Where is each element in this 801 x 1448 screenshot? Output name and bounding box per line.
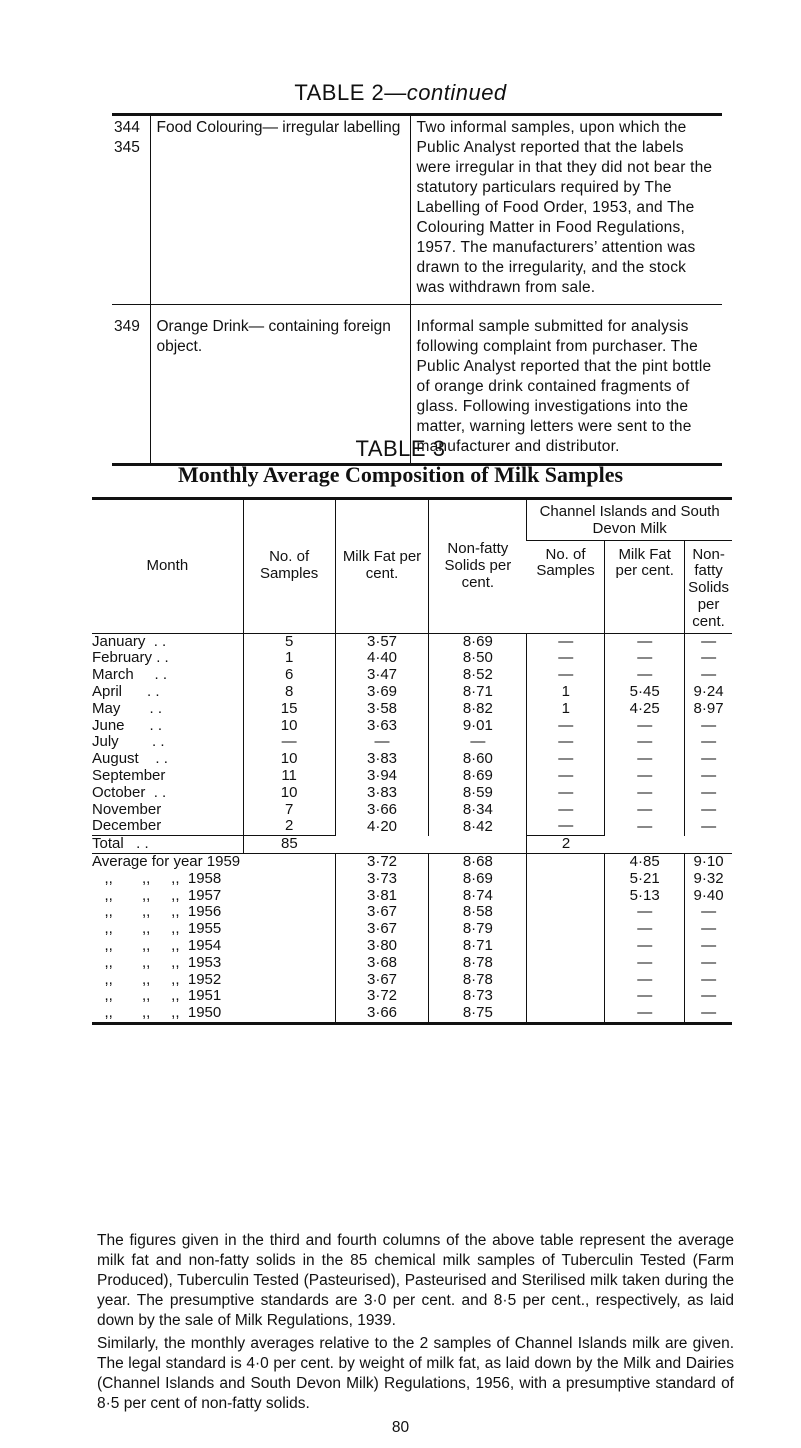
cell-milk-fat: —	[335, 734, 429, 751]
cell-average-label: ,, ,, ,, 1950	[92, 1005, 243, 1023]
cell-ci-milk-fat: —	[605, 938, 685, 955]
cell-milk-fat: 3·72	[335, 988, 429, 1005]
cell-average-label: ,, ,, ,, 1952	[92, 970, 222, 988]
cell-ci-non-fatty: —	[685, 1005, 732, 1023]
cell-non-fatty: 8·78	[429, 955, 527, 972]
cell-ci-milk-fat: —	[605, 734, 685, 751]
table-row	[92, 955, 732, 972]
table-row	[92, 785, 732, 802]
table-row	[92, 871, 732, 888]
cell-ci-non-fatty: 9·40	[685, 888, 732, 905]
cell-ci-milk-fat: —	[605, 751, 685, 768]
cell-non-fatty: 8·69	[429, 871, 527, 888]
cell-milk-fat: 3·68	[335, 955, 429, 972]
cell-empty	[527, 938, 605, 955]
table-row	[92, 988, 732, 1005]
cell-milk-fat: 3·67	[335, 972, 429, 989]
cell-samples: —	[243, 734, 335, 751]
cell-non-fatty: 8·58	[429, 904, 527, 921]
table2-title-main: TABLE 2—	[294, 80, 407, 105]
cell-month: December	[92, 817, 162, 835]
cell-ci-non-fatty: —	[685, 633, 732, 650]
table2-product: Orange Drink— containing foreign object.	[150, 305, 410, 465]
cell-ci-milk-fat: —	[605, 972, 685, 989]
cell-milk-fat: 4·20	[335, 818, 429, 835]
cell-ci-non-fatty: —	[685, 955, 732, 972]
cell-ci-non-fatty: —	[685, 650, 732, 667]
cell-ci-non-fatty: —	[685, 972, 732, 989]
cell-ci-milk-fat: —	[605, 650, 685, 667]
table-row	[92, 853, 732, 870]
cell-samples: 15	[243, 701, 335, 718]
cell-non-fatty: 8·74	[429, 888, 527, 905]
cell-month: May . .	[92, 699, 163, 717]
cell-non-fatty: 8·82	[429, 701, 527, 718]
cell-non-fatty: 8·52	[429, 667, 527, 684]
cell-non-fatty: —	[429, 734, 527, 751]
table-row	[92, 751, 732, 768]
cell-ci-non-fatty: —	[685, 921, 732, 938]
cell-empty	[527, 1005, 605, 1023]
cell-samples: 2	[243, 818, 335, 835]
sample-number: 349	[114, 318, 140, 335]
cell-samples: 10	[243, 751, 335, 768]
cell-ci-milk-fat: 5·45	[605, 684, 685, 701]
table-row	[92, 734, 732, 751]
cell-milk-fat: 3·81	[335, 888, 429, 905]
cell-non-fatty: 8·42	[429, 818, 527, 835]
cell-ci-samples: —	[527, 751, 605, 768]
cell-milk-fat: 3·67	[335, 904, 429, 921]
cell-samples: 7	[243, 802, 335, 819]
cell-month: July . .	[92, 733, 165, 751]
cell-non-fatty: 8·50	[429, 650, 527, 667]
cell-ci-non-fatty: —	[685, 768, 732, 785]
cell-samples: 10	[243, 718, 335, 735]
cell-ci-milk-fat: 5·13	[605, 888, 685, 905]
cell-empty	[243, 853, 335, 870]
cell-non-fatty: 8·69	[429, 768, 527, 785]
cell-month: September	[92, 766, 166, 784]
cell-non-fatty: 8·78	[429, 972, 527, 989]
cell-ci-milk-fat: —	[605, 904, 685, 921]
table2-row	[112, 115, 722, 305]
cell-empty	[527, 972, 605, 989]
sample-number: 345	[114, 139, 140, 156]
cell-ci-non-fatty: —	[685, 802, 732, 819]
cell-empty	[243, 972, 335, 989]
cell-milk-fat: 3·80	[335, 938, 429, 955]
header-ci-non-fatty: Non-fatty Solids per cent.	[685, 540, 732, 633]
cell-month: April . .	[92, 682, 160, 700]
cell-ci-non-fatty: —	[685, 904, 732, 921]
cell-empty	[243, 988, 335, 1005]
header-milk-fat: Milk Fat per cent.	[335, 499, 429, 634]
cell-milk-fat: 3·47	[335, 667, 429, 684]
cell-empty	[527, 853, 605, 870]
table2-product: Food Colouring— irregular labelling	[150, 115, 410, 305]
cell-ci-non-fatty: —	[685, 988, 732, 1005]
cell-empty	[243, 888, 335, 905]
cell-non-fatty: 8·59	[429, 785, 527, 802]
table-row	[92, 1005, 732, 1023]
cell-non-fatty: 8·68	[429, 853, 527, 870]
cell-average-label: ,, ,, ,, 1955	[92, 920, 222, 938]
cell-empty	[335, 836, 429, 854]
paragraph: Similarly, the monthly averages relative to the 2 samples of Channel Islands milk are given. The legal standard is 4·0 per cent. by weight of milk fat, as laid down by the Milk and Dairies (Channel Islands and South Devon Milk) Regulations, 1956, with a presumptive standard of 8·5 per cent of non-fatty solids.	[97, 1335, 734, 1412]
table-row	[92, 667, 732, 684]
table-row	[92, 904, 732, 921]
cell-ci-samples: —	[527, 633, 605, 650]
cell-ci-non-fatty: —	[685, 785, 732, 802]
cell-empty	[527, 904, 605, 921]
table-row	[92, 718, 732, 735]
cell-ci-milk-fat: 5·21	[605, 871, 685, 888]
cell-empty	[243, 955, 335, 972]
cell-ci-milk-fat: —	[605, 785, 685, 802]
cell-ci-milk-fat: —	[605, 667, 685, 684]
header-samples: No. of Samples	[243, 499, 335, 634]
table2-title-italic: continued	[406, 80, 507, 105]
cell-ci-non-fatty: —	[685, 667, 732, 684]
cell-empty	[243, 871, 335, 888]
cell-average-label: ,, ,, ,, 1958	[92, 869, 222, 887]
cell-milk-fat: 3·57	[335, 633, 429, 650]
cell-ci-samples: —	[527, 768, 605, 785]
cell-empty	[527, 921, 605, 938]
cell-non-fatty: 8·60	[429, 751, 527, 768]
table-row	[92, 921, 732, 938]
cell-ci-non-fatty: —	[685, 718, 732, 735]
cell-total-ci-samples: 2	[527, 836, 605, 854]
cell-month: March . .	[92, 666, 168, 684]
table3-body	[92, 633, 732, 1023]
cell-average-label: Average for year 1959	[92, 853, 243, 870]
header-non-fatty: Non-fatty Solids per cent.	[429, 499, 527, 634]
cell-samples: 8	[243, 684, 335, 701]
cell-ci-non-fatty: 9·10	[685, 853, 732, 870]
cell-ci-samples: —	[527, 718, 605, 735]
table2-remarks: Informal sample submitted for analysis following complaint from purchaser. The Public Analyst reported that the pint bottle of orange drink contained fragments of glass. Following investigations into the matter, warning letters were sent to the manufacturer and distributor.	[410, 305, 722, 465]
cell-average-label: ,, ,, ,, 1957	[92, 886, 222, 904]
cell-ci-milk-fat: —	[605, 1005, 685, 1023]
table-row	[92, 633, 732, 650]
sample-number: 344	[114, 119, 140, 136]
table-row	[92, 684, 732, 701]
cell-ci-milk-fat: —	[605, 988, 685, 1005]
cell-milk-fat: 3·94	[335, 768, 429, 785]
table-row	[92, 650, 732, 667]
table-row	[92, 836, 732, 854]
cell-month: January . .	[92, 632, 167, 650]
cell-non-fatty: 8·69	[429, 633, 527, 650]
cell-total-samples: 85	[243, 836, 335, 854]
cell-milk-fat: 4·40	[335, 650, 429, 667]
header-month: Month	[92, 499, 243, 634]
header-ci-samples: No. of Samples	[527, 540, 605, 633]
cell-ci-milk-fat: —	[605, 955, 685, 972]
cell-milk-fat: 3·83	[335, 751, 429, 768]
cell-milk-fat: 3·66	[335, 802, 429, 819]
cell-milk-fat: 3·58	[335, 701, 429, 718]
cell-ci-milk-fat: 4·25	[605, 701, 685, 718]
table2	[112, 113, 722, 466]
cell-month: February . .	[92, 649, 169, 667]
cell-samples: 10	[243, 785, 335, 802]
cell-ci-non-fatty: 9·32	[685, 871, 732, 888]
cell-ci-non-fatty: —	[685, 818, 732, 835]
cell-samples: 1	[243, 650, 335, 667]
cell-non-fatty: 8·34	[429, 802, 527, 819]
cell-non-fatty: 8·73	[429, 988, 527, 1005]
table3	[92, 497, 732, 1025]
cell-ci-samples: 1	[527, 684, 605, 701]
cell-non-fatty: 8·75	[429, 1005, 527, 1023]
cell-ci-samples: 1	[527, 701, 605, 718]
cell-ci-non-fatty: —	[685, 751, 732, 768]
cell-non-fatty: 8·71	[429, 938, 527, 955]
cell-ci-samples: —	[527, 785, 605, 802]
table-row	[92, 802, 732, 819]
table2-sample-numbers	[112, 115, 150, 305]
cell-ci-non-fatty: 8·97	[685, 701, 732, 718]
cell-ci-milk-fat: —	[605, 818, 685, 835]
cell-empty	[243, 921, 335, 938]
cell-ci-milk-fat: —	[605, 802, 685, 819]
cell-empty	[527, 871, 605, 888]
cell-month: June . .	[92, 716, 163, 734]
cell-milk-fat: 3·72	[335, 853, 429, 870]
cell-non-fatty: 8·71	[429, 684, 527, 701]
cell-ci-non-fatty: —	[685, 734, 732, 751]
cell-total-label: Total . .	[92, 836, 243, 854]
cell-ci-milk-fat: —	[605, 718, 685, 735]
cell-empty	[243, 938, 335, 955]
cell-ci-samples: —	[527, 818, 605, 835]
cell-milk-fat: 3·63	[335, 718, 429, 735]
cell-non-fatty: 9·01	[429, 718, 527, 735]
cell-average-label: ,, ,, ,, 1951	[92, 987, 222, 1005]
cell-ci-non-fatty: 9·24	[685, 684, 732, 701]
cell-ci-milk-fat: —	[605, 633, 685, 650]
cell-milk-fat: 3·83	[335, 785, 429, 802]
cell-empty	[605, 836, 685, 854]
table-row	[92, 972, 732, 989]
cell-ci-samples: —	[527, 734, 605, 751]
cell-milk-fat: 3·73	[335, 871, 429, 888]
table-row	[92, 818, 732, 835]
cell-ci-samples: —	[527, 667, 605, 684]
cell-empty	[429, 836, 527, 854]
table-row	[92, 938, 732, 955]
header-channel-islands: Channel Islands and South Devon Milk	[527, 499, 732, 541]
cell-average-label: ,, ,, ,, 1954	[92, 936, 222, 954]
cell-milk-fat: 3·69	[335, 684, 429, 701]
cell-empty	[527, 888, 605, 905]
table-row	[92, 888, 732, 905]
paragraph: The figures given in the third and fourth columns of the above table represent the average milk fat and non-fatty solids in the 85 chemical milk samples of Tuberculin Tested (Farm Produced), Tuberculin Tested (Pasteurised), Pasteurised and Sterilised milk taken during the year. The presumptive standards are 3·0 per cent. and 8·5 per cent., respectively, as laid down by the sale of Milk Regulations, 1939.	[97, 1232, 734, 1329]
cell-ci-samples: —	[527, 650, 605, 667]
cell-empty	[243, 904, 335, 921]
cell-month: August . .	[92, 750, 168, 768]
header-ci-milk-fat: Milk Fat per cent.	[605, 540, 685, 633]
cell-milk-fat: 3·66	[335, 1005, 429, 1023]
cell-samples: 6	[243, 667, 335, 684]
cell-samples: 11	[243, 768, 335, 785]
cell-ci-milk-fat: —	[605, 921, 685, 938]
cell-samples: 5	[243, 633, 335, 650]
cell-month: November	[92, 800, 162, 818]
cell-ci-non-fatty: —	[685, 938, 732, 955]
cell-average-label: ,, ,, ,, 1956	[92, 903, 222, 921]
cell-empty	[527, 988, 605, 1005]
cell-ci-milk-fat: —	[605, 768, 685, 785]
table-row	[92, 768, 732, 785]
cell-empty	[243, 1005, 335, 1023]
table2-title	[0, 80, 801, 106]
table3-subtitle: Monthly Average Composition of Milk Samples	[177, 462, 624, 487]
cell-month: October . .	[92, 783, 167, 801]
cell-ci-milk-fat: 4·85	[605, 853, 685, 870]
page-number: 80	[391, 1419, 410, 1436]
cell-non-fatty: 8·79	[429, 921, 527, 938]
cell-empty	[685, 836, 732, 854]
table2-remarks: Two informal samples, upon which the Public Analyst reported that the labels were irregular in that they did not bear the statutory particulars required by The Labelling of Food Order, 1953, and The Colouring Matter in Food Regulations, 1957. The manufacturers’ attention was drawn to the irregularity, and the stock was withdrawn from sale.	[410, 115, 722, 305]
cell-empty	[527, 955, 605, 972]
cell-milk-fat: 3·67	[335, 921, 429, 938]
cell-average-label: ,, ,, ,, 1953	[92, 953, 222, 971]
table-row	[92, 701, 732, 718]
cell-ci-samples: —	[527, 802, 605, 819]
table3-title: TABLE 3	[355, 436, 446, 461]
